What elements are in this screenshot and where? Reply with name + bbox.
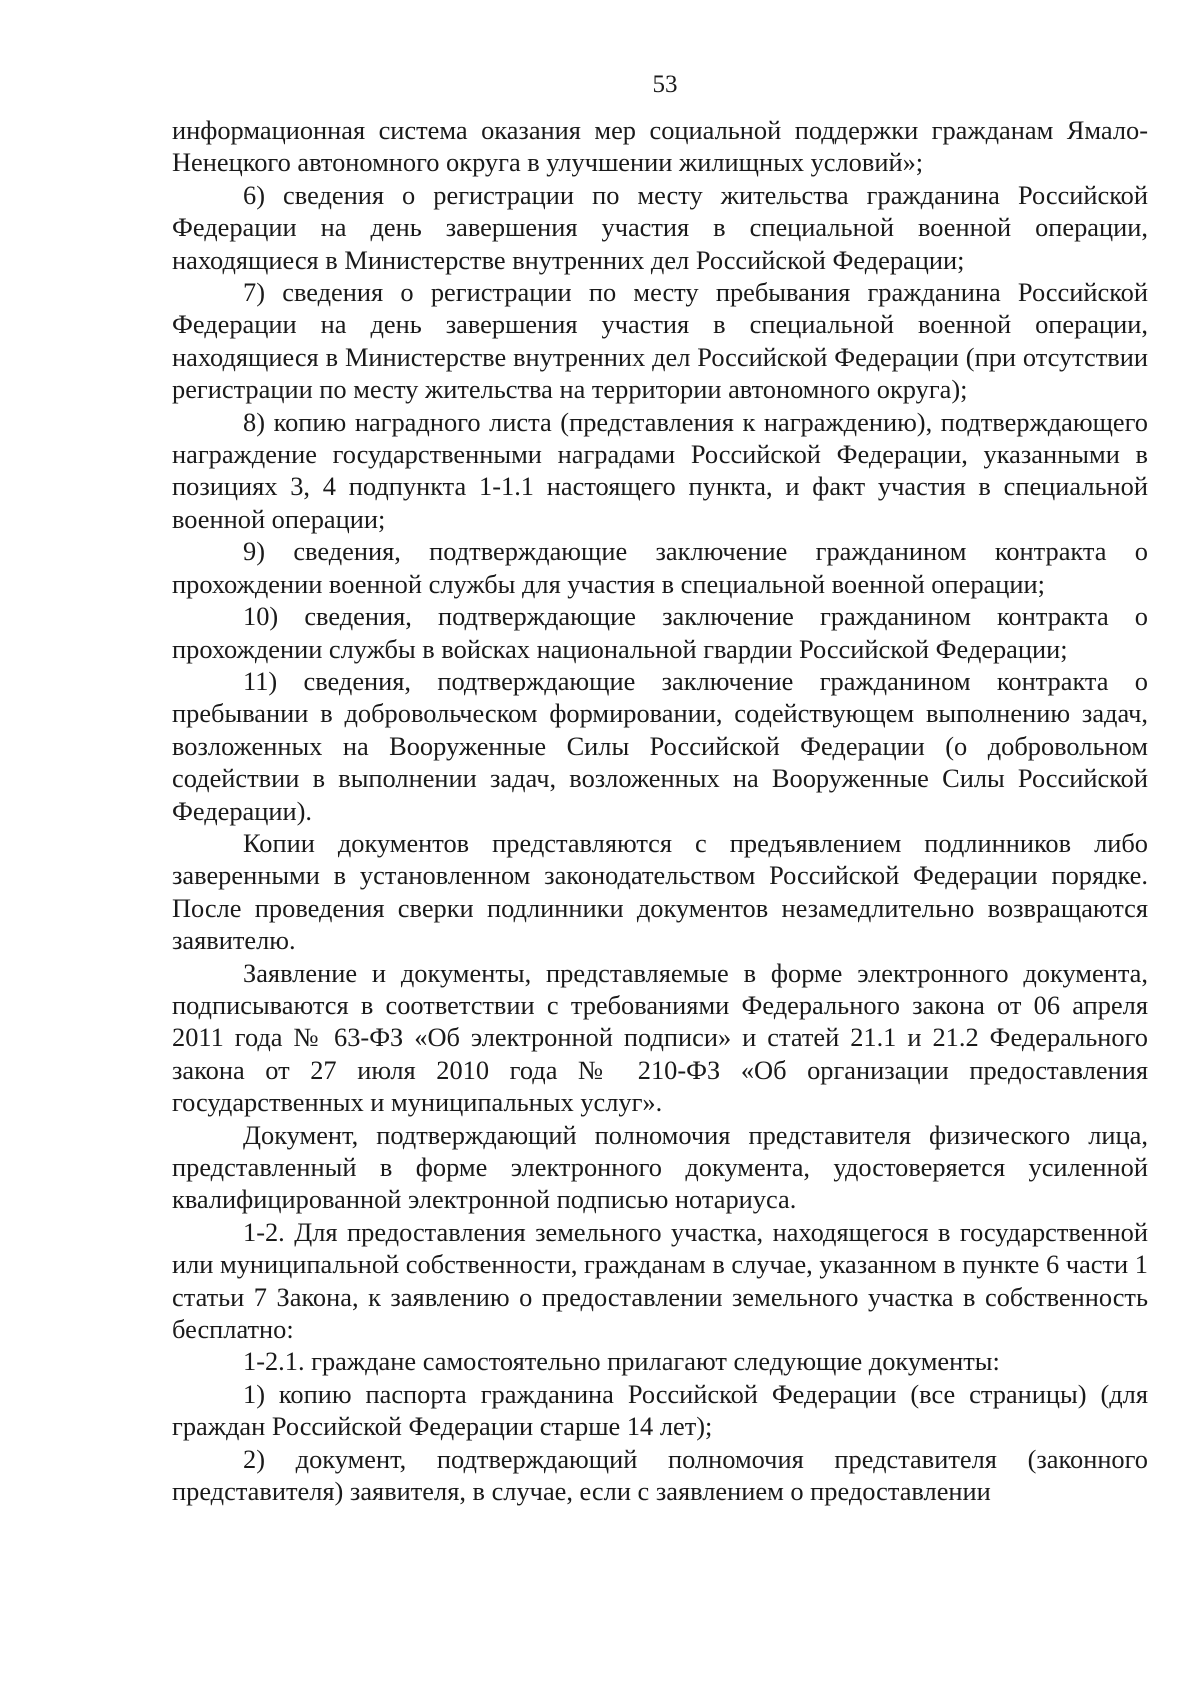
paragraph-section-1-2: 1-2. Для предоставления земельного участка, находящегося в государственной или муниципальной собственности, гражданам в случае, указанном в пункте 6 части 1 статьи 7 Закона, к заявлению о предоставлении земельного участка в собственность бесплатно: (172, 1216, 1148, 1345)
paragraph-copies-note: Копии документов представляются с предъявлением подлинников либо заверенными в установленном законодательством Российской Федерации порядке. После проведения сверки подлинники документов незамедлительно возвращаются заявителю. (172, 827, 1148, 956)
document-body (172, 114, 1148, 1507)
paragraph-item-2-representative: 2) документ, подтверждающий полномочия представителя (законного представителя) заявителя, в случае, если с заявлением о предоставлении (172, 1443, 1148, 1507)
paragraph-electronic-signature: Заявление и документы, представляемые в форме электронного документа, подписываются в соответствии с требованиями Федерального закона от 06 апреля 2011 года № 63-ФЗ «Об электронной подписи» и статей 21.1 и 21.2 Федерального закона от 27 июля 2010 года № 210-ФЗ «Об организации предоставления государственных и муниципальных услуг». (172, 957, 1148, 1118)
page-number: 53 (652, 71, 678, 98)
paragraph-item-9: 9) сведения, подтверждающие заключение гражданином контракта о прохождении военной службы для участия в специальной военной операции; (172, 536, 1148, 599)
paragraph-item-8: 8) копию наградного листа (представления к награждению), подтверждающего награждение государственными наградами Российской Федерации, указанными в позициях 3, 4 подпункта 1-1.1 настоящего пункта, и факт участия в специальной военной операции; (172, 406, 1148, 534)
paragraph-item-10: 10) сведения, подтверждающие заключение гражданином контракта о прохождении службы в войсках национальной гвардии Российской Федерации; (172, 601, 1148, 664)
paragraph-section-1-2-1: 1-2.1. граждане самостоятельно прилагают следующие документы: (243, 1346, 1000, 1377)
paragraph-item-11: 11) сведения, подтверждающие заключение гражданином контракта о пребывании в добровольческом формировании, содействующем выполнению задач, возложенных на Вооруженные Силы Российской Федерации (о добровольном содействии в выполнении задач, возложенных на Вооруженные Силы Российской Федерации). (172, 665, 1148, 826)
paragraph-representative-authority: Документ, подтверждающий полномочия представителя физического лица, представленный в форме электронного документа, удостоверяется усиленной квалифицированной электронной подписью нотариуса. (172, 1119, 1148, 1215)
paragraph-item-7: 7) сведения о регистрации по месту пребывания гражданина Российской Федерации на день завершения участия в специальной военной операции, находящиеся в Министерстве внутренних дел Российской Федерации (при отсутствии регистрации по месту жительства на территории автономного округа); (172, 277, 1148, 405)
paragraph-item-6: 6) сведения о регистрации по месту жительства гражданина Российской Федерации на день завершения участия в специальной военной операции, находящиеся в Министерстве внутренних дел Российской Федерации; (172, 179, 1148, 275)
paragraph-item-1-passport: 1) копию паспорта гражданина Российской Федерации (все страницы) (для граждан Российской Федерации старше 14 лет); (172, 1378, 1148, 1442)
paragraph-continuation: информационная система оказания мер социальной поддержки гражданам Ямало-Ненецкого автономного округа в улучшении жилищных условий»; (172, 115, 1148, 178)
